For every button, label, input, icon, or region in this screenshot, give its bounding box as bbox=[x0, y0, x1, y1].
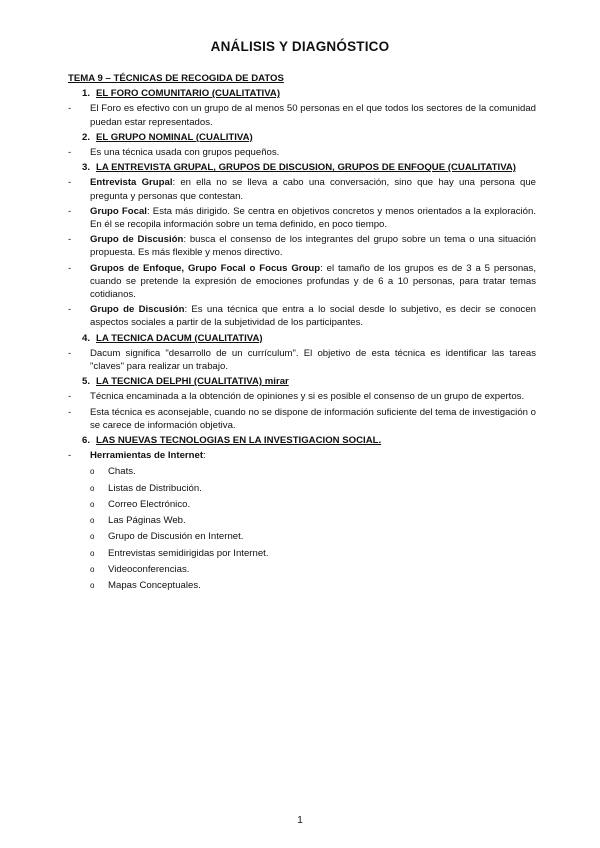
item-bold: Grupos de Enfoque, Grupo Focal o Focus Group bbox=[90, 262, 321, 274]
item-text: Dacum significa "desarrollo de un currículum". El objetivo de esta técnica es identificar las tareas "claves" para realizar un trabajo. bbox=[90, 347, 536, 373]
list-item bbox=[68, 347, 536, 373]
item-text: Es una técnica usada con grupos pequeños. bbox=[90, 147, 280, 159]
list-item bbox=[68, 390, 536, 403]
section-title: EL FORO COMUNITARIO (CUALITATIVA) bbox=[96, 88, 281, 100]
section-heading bbox=[68, 161, 536, 174]
section-title: LA ENTREVISTA GRUPAL, GRUPOS DE DISCUSION, GRUPOS DE ENFOQUE (CUALITATIVA) bbox=[96, 162, 517, 174]
dash-marker: - bbox=[68, 450, 72, 462]
list-item bbox=[68, 303, 536, 329]
circle-bullet-icon: o bbox=[90, 548, 95, 558]
document-body bbox=[68, 72, 536, 592]
section-number: 3. bbox=[81, 162, 90, 174]
item-text: : en ella no se lleva a cabo una conversación, sino que hay una persona que pregunta y personas que contestan. bbox=[90, 177, 536, 202]
sub-item-text: Correo Electrónico. bbox=[108, 498, 191, 510]
item-text: Esta técnica es aconsejable, cuando no se dispone de información suficiente del tema de investigación o se carece de información objetiva. bbox=[90, 406, 536, 431]
circle-bullet-icon: o bbox=[90, 483, 95, 493]
item-text: El Foro es efectivo con un grupo de al menos 50 personas en el que todos los sectores de la comunidad puedan estar representados. bbox=[90, 103, 536, 128]
sub-item-text: Las Páginas Web. bbox=[108, 515, 186, 527]
section-title: LA TECNICA DELPHI (CUALITATIVA) mirar bbox=[96, 376, 289, 388]
sub-item-text: Mapas Conceptuales. bbox=[108, 579, 201, 591]
section-heading bbox=[68, 332, 536, 345]
item-bold: Grupo de Discusión bbox=[90, 234, 184, 246]
dash-marker: - bbox=[68, 234, 72, 246]
circle-bullet-icon: o bbox=[90, 532, 95, 542]
dash-marker: - bbox=[68, 205, 72, 217]
dash-marker: - bbox=[68, 262, 72, 274]
section-title: LAS NUEVAS TECNOLOGIAS EN LA INVESTIGACION SOCIAL. bbox=[96, 435, 382, 447]
item-bold: Herramientas de Internet bbox=[90, 450, 204, 462]
sub-item-text: Chats. bbox=[108, 466, 136, 478]
sub-item-text: Entrevistas semidirigidas por Internet. bbox=[108, 547, 269, 559]
item-text: : bbox=[203, 450, 206, 462]
list-item bbox=[68, 406, 536, 432]
item-bold: Grupo de Discusión bbox=[90, 304, 185, 316]
dash-marker: - bbox=[68, 304, 72, 316]
section-heading bbox=[68, 131, 536, 144]
section-heading bbox=[68, 87, 536, 100]
circle-bullet-icon: o bbox=[90, 499, 95, 509]
section-heading bbox=[68, 434, 536, 447]
item-bold: Entrevista Grupal bbox=[90, 177, 173, 189]
dash-marker: - bbox=[68, 406, 72, 418]
tema-heading: TEMA 9 – TÉCNICAS DE RECOGIDA DE DATOS bbox=[68, 73, 284, 84]
dash-marker: - bbox=[68, 391, 72, 403]
dash-marker: - bbox=[68, 177, 72, 189]
item-text: : Esta más dirigido. Se centra en objetivos concretos y menos orientados a la exploración. En él se recopila información sobre un tema definido, en poco tiempo. bbox=[90, 205, 537, 231]
document-title: ANÁLISIS Y DIAGNÓSTICO bbox=[210, 39, 390, 54]
sub-list-item bbox=[68, 482, 536, 495]
sub-item-text: Videoconferencias. bbox=[108, 563, 190, 575]
item-text: : Es una técnica que entra a lo social desde lo subjetivo, es decir se conocen aspectos sociales a partir de la subjetividad de los participantes. bbox=[90, 304, 536, 329]
sub-list-item bbox=[68, 579, 536, 592]
circle-bullet-icon: o bbox=[90, 580, 95, 590]
dash-marker: - bbox=[68, 103, 72, 115]
section-number: 1. bbox=[81, 88, 90, 100]
section-title: LA TECNICA DACUM (CUALITATIVA) bbox=[96, 332, 263, 344]
section-number: 2. bbox=[81, 131, 90, 143]
sub-item-text: Grupo de Discusión en Internet. bbox=[108, 531, 244, 543]
dash-marker: - bbox=[68, 347, 72, 359]
sub-list-item bbox=[68, 514, 536, 527]
list-item bbox=[68, 262, 536, 302]
item-text: Técnica encaminada a la obtención de opiniones y si es posible el consenso de un grupo de expertos. bbox=[90, 391, 525, 403]
dash-marker: - bbox=[68, 147, 72, 159]
section-heading bbox=[68, 375, 536, 388]
list-item bbox=[68, 146, 536, 159]
sub-list-item bbox=[68, 530, 536, 543]
sub-item-text: Listas de Distribución. bbox=[108, 482, 202, 494]
sub-list-item bbox=[68, 498, 536, 511]
section-number: 6. bbox=[81, 435, 90, 447]
item-bold: Grupo Focal bbox=[90, 205, 147, 217]
list-item bbox=[68, 233, 536, 259]
sub-list-item bbox=[68, 465, 536, 478]
circle-bullet-icon: o bbox=[90, 516, 95, 526]
list-item bbox=[68, 449, 536, 462]
circle-bullet-icon: o bbox=[90, 467, 95, 477]
list-item bbox=[68, 102, 536, 128]
page-number: 1 bbox=[297, 815, 303, 826]
list-item bbox=[68, 176, 536, 202]
circle-bullet-icon: o bbox=[90, 564, 95, 574]
item-text: : busca el consenso de los integrantes del grupo sobre un tema o una situación propuesta. Es más flexible y menos directivo. bbox=[90, 234, 536, 259]
section-number: 5. bbox=[81, 376, 90, 388]
sub-list-item bbox=[68, 563, 536, 576]
list-item bbox=[68, 205, 536, 231]
sub-list-item bbox=[68, 547, 536, 560]
section-number: 4. bbox=[81, 332, 90, 344]
section-title: EL GRUPO NOMINAL (CUALITIVA) bbox=[96, 131, 253, 143]
item-text: : el tamaño de los grupos es de 3 a 5 personas, cuando se pretende la expresión de emociones profundas y de 6 a 10 personas, para tratar temas cotidianos. bbox=[90, 262, 536, 301]
